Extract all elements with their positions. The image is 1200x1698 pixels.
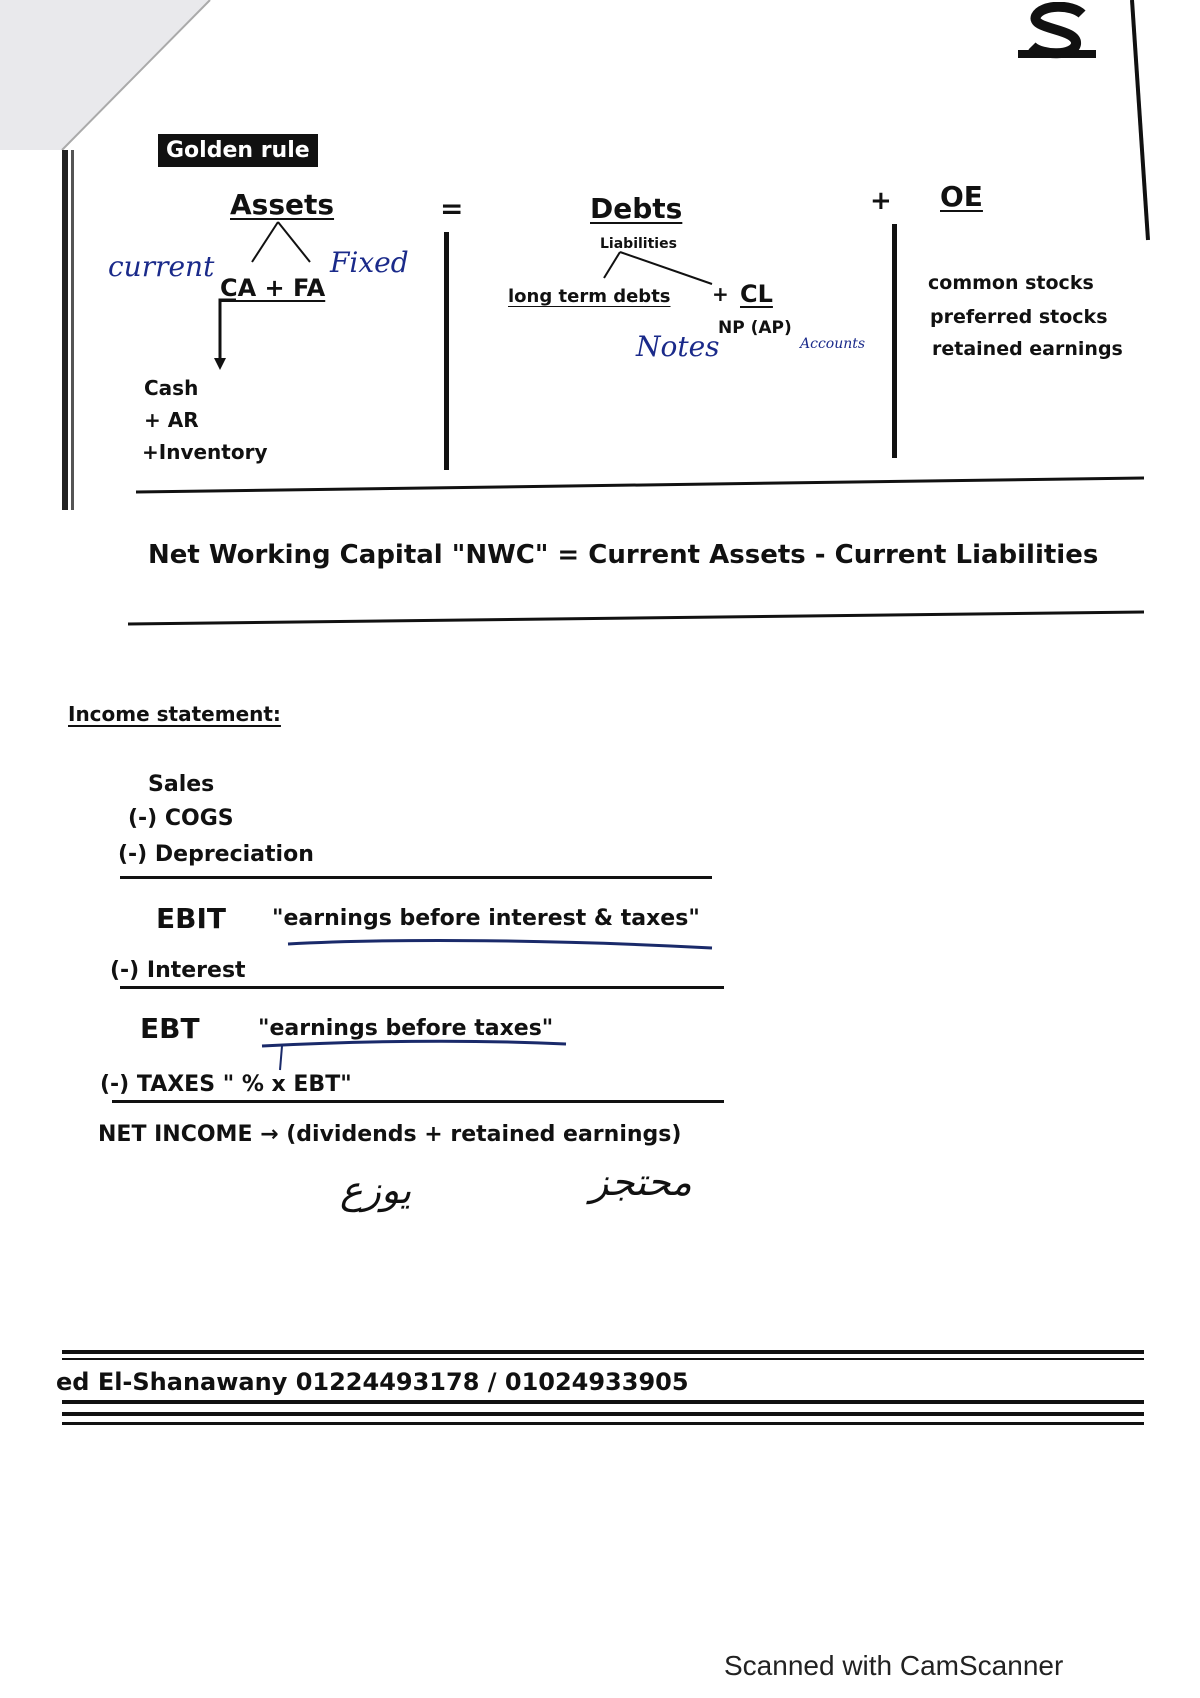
nwc-formula: Net Working Capital "NWC" = Current Assets - Current Liabilities	[148, 540, 1099, 570]
ebit-line: EBIT	[156, 902, 226, 935]
interest-line: (-) Interest	[110, 958, 246, 983]
current-assets-item-inventory: +Inventory	[142, 440, 268, 464]
footer-rule-bottom-2	[62, 1412, 1144, 1416]
current-assets-item-ar: + AR	[144, 408, 199, 432]
distribute-note: يوزع	[340, 1168, 412, 1212]
ebit-description: "earnings before interest & taxes"	[272, 906, 700, 931]
footer-rule-top-1	[62, 1350, 1144, 1354]
ebt-line: EBT	[140, 1012, 200, 1045]
oe-heading: OE	[940, 180, 983, 213]
cl-label: CL	[740, 280, 773, 308]
footer-rule-bottom-1	[62, 1400, 1144, 1404]
ca-fa-label: CA + FA	[220, 274, 326, 302]
assets-heading: Assets	[230, 188, 335, 221]
long-term-debts-label: long term debts	[508, 286, 671, 307]
golden-rule-title: Golden rule	[158, 134, 318, 167]
fixed-note: Fixed	[330, 246, 409, 279]
liabilities-note: Liabilities	[600, 236, 677, 252]
np-ap-label: NP (AP)	[718, 318, 792, 338]
plus-sign: +	[870, 186, 892, 216]
notes-note: Notes	[636, 330, 720, 363]
oe-item-preferred-stocks: preferred stocks	[930, 306, 1108, 328]
oe-item-common-stocks: common stocks	[928, 272, 1094, 294]
camscanner-watermark: Scanned with CamScanner	[724, 1650, 1064, 1681]
current-note: current	[108, 250, 215, 283]
plus-cl-sign: +	[712, 282, 729, 306]
equals-sign: =	[440, 192, 464, 225]
sales-line: Sales	[148, 772, 215, 797]
retained-note: محتجز	[590, 1160, 692, 1204]
current-assets-item-cash: Cash	[144, 376, 199, 400]
footer-rule-bottom-3	[62, 1422, 1144, 1425]
depreciation-line: (-) Depreciation	[118, 842, 314, 867]
net-income-line: NET INCOME → (dividends + retained earnings)	[98, 1122, 682, 1147]
taxes-rule	[112, 1100, 724, 1103]
debts-heading: Debts	[590, 192, 683, 225]
ebt-description: "earnings before taxes"	[258, 1016, 554, 1041]
cogs-line: (-) COGS	[128, 806, 234, 831]
taxes-line: (-) TAXES " % x EBT"	[100, 1072, 352, 1097]
oe-item-retained-earnings: retained earnings	[932, 338, 1123, 360]
income-statement-heading: Income statement:	[68, 702, 281, 726]
accounts-note: Accounts	[800, 336, 866, 352]
footer-rule-top-2	[62, 1358, 1144, 1360]
footer-author-phone: ed El-Shanawany 01224493178 / 01024933905	[56, 1368, 689, 1396]
